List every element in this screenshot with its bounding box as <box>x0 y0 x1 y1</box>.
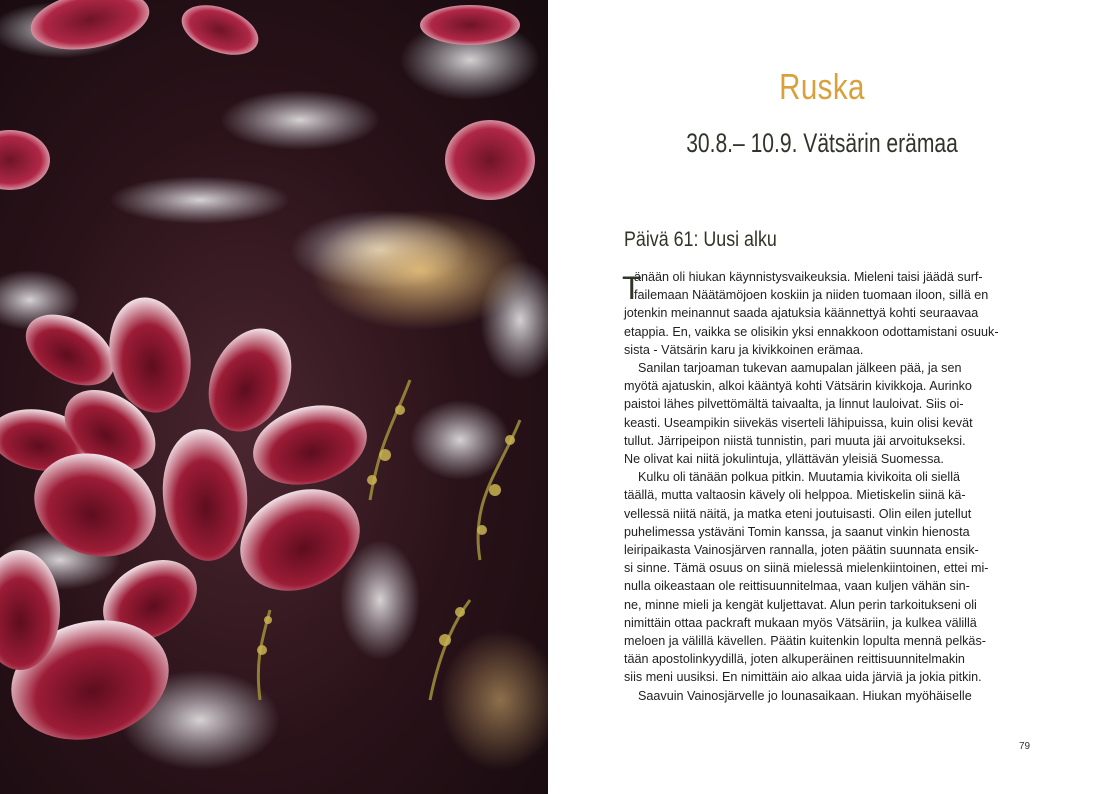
section-heading: Päivä 61: Uusi alku <box>624 228 777 251</box>
text-line: keasti. Useampikin siivekäs viserteli lähipuissa, kuin olisi kevät <box>624 415 973 430</box>
text-line: si sinne. Tämä osuus on siinä mielessä mielenkiintoinen, ettei mi- <box>624 561 989 576</box>
text-line: sista - Vätsärin karu ja kivikkoinen erämaa. <box>624 342 864 357</box>
text-line: ne, minne mieli ja kengät kuljettavat. Alun perin tarkoitukseni oli <box>624 597 977 612</box>
text-line: nimittäin ottaa packraft mukaan myös Vätsäriin, ja kulkea välillä <box>624 615 977 630</box>
page-number: 79 <box>1019 741 1031 752</box>
text-line: änään oli hiukan käynnistysvaikeuksia. Mieleni taisi jäädä surf- <box>634 270 983 284</box>
text-line: vellessä niitä näitä, ja matka eteni joutuisasti. Olin eilen jutellut <box>624 506 972 521</box>
chapter-title: Ruska <box>779 66 865 107</box>
text-line: tullut. Järripeipon niistä tunnistin, pari muuta jäi arvoitukseksi. <box>624 433 966 448</box>
text-line: Ne olivat kai niitä jokulintuja, yllättävän yleisiä Suomessa. <box>624 452 944 467</box>
text-line: siis meni uusiksi. En nimittäin aio alkaa uida järviä ja jokia pitkin. <box>624 670 982 685</box>
text-line: Saavuin Vainosjärvelle jo lounasaikaan. Hiukan myöhäiselle <box>638 688 972 703</box>
text-line: puhelimessa ystäväni Tomin kanssa, ja saanut vinkin hienosta <box>624 524 970 539</box>
text-line: failemaan Näätämöjoen koskiin ja niiden tuomaan iloon, sillä en <box>634 288 989 303</box>
chapter-subtitle: 30.8.– 10.9. Vätsärin erämaa <box>686 128 958 158</box>
text-line: Kulku oli tänään polkua pitkin. Muutamia kivikoita oli siellä <box>638 470 961 485</box>
text-line: tään apostolinkyydillä, joten alkuperäinen reittisuunnitelmakin <box>624 652 965 667</box>
text-line: täällä, mutta valtaosin kävely oli helppoa. Mietiskelin siinä kä- <box>624 488 966 503</box>
text-line: Sanilan tarjoaman tukevan aamupalan jälkeen pää, ja sen <box>638 361 962 376</box>
text-line: leiripaikasta Vainosjärven rannalla, joten päätin suunnata ensik- <box>624 543 979 558</box>
text-line: meloen ja välillä kävellen. Päätin kuitenkin lopulta mennä pelkäs- <box>624 634 986 649</box>
text-line: jotenkin meinannut saada ajatuksia käännettyä kohti seuraavaa <box>624 306 979 321</box>
text-line: etappia. En, vaikka se olisikin yksi ennakkoon odottamistani osuuk- <box>624 324 999 339</box>
body-text <box>624 268 1034 705</box>
text-line: myötä ajatuskin, alkoi kääntyä kohti Vätsärin kivikkoja. Aurinko <box>624 379 972 394</box>
text-page <box>548 0 1096 794</box>
text-line: nulla oikeastaan ole reittisuunnitelmaa, vaan kuljen vähän sin- <box>624 579 970 594</box>
text-line: paistoi lähes pilvettömältä taivaalta, ja linnut lauloivat. Siis oi- <box>624 397 964 412</box>
drop-cap: T <box>622 270 642 306</box>
